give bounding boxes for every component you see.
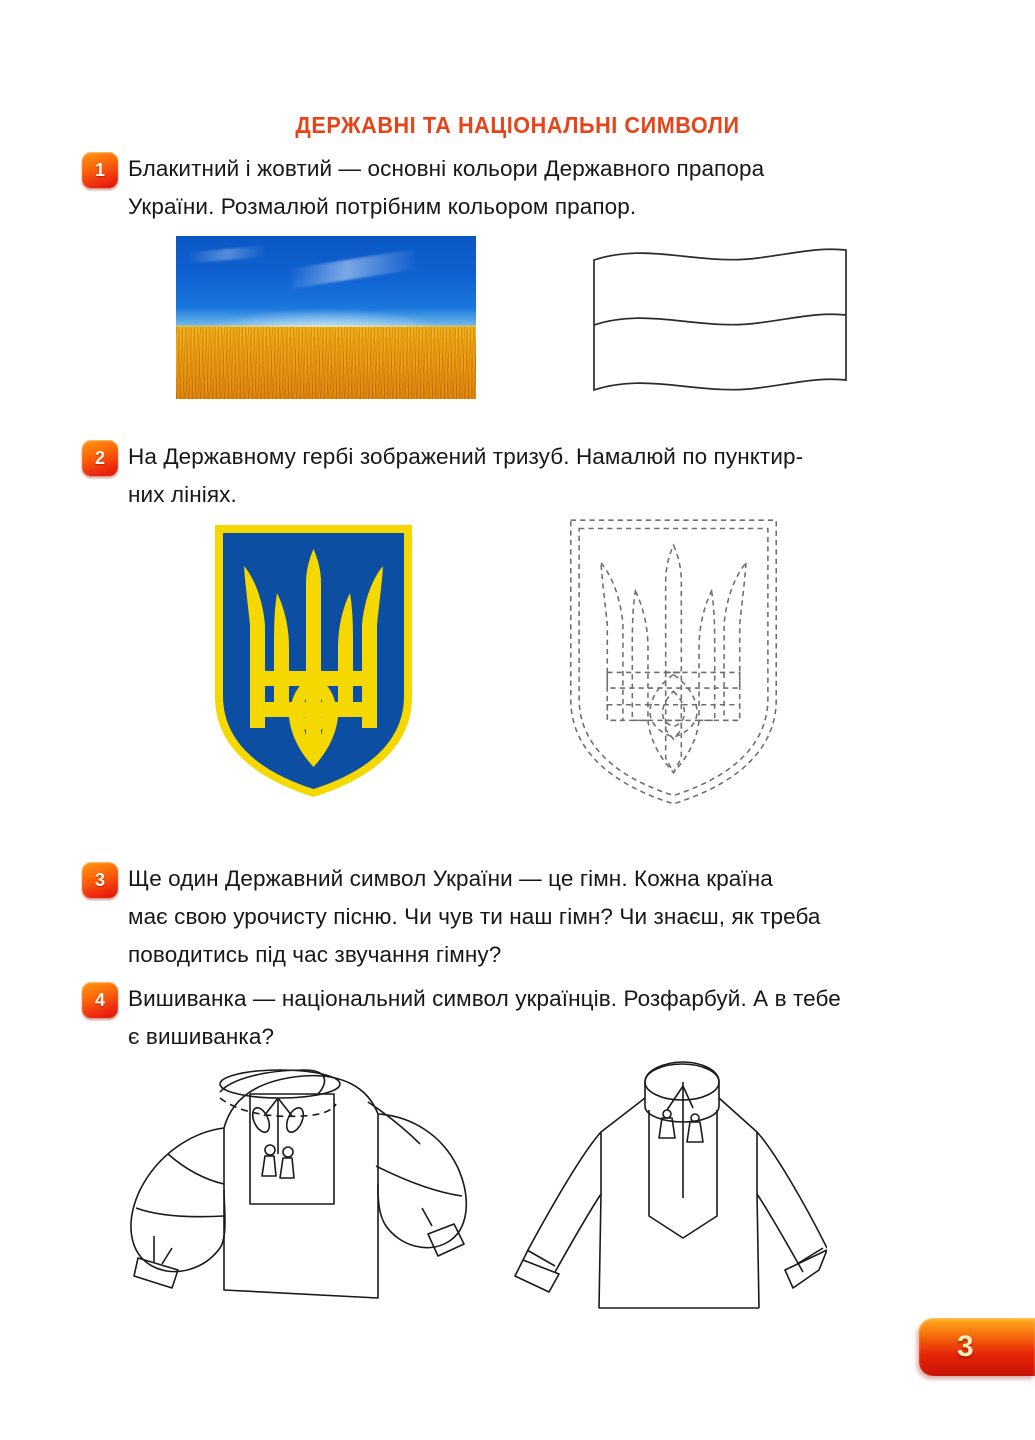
blouse-left-sleeve-seam [168,1154,224,1184]
flag-photo [176,236,476,399]
shirt-left-arm-bottom [555,1194,601,1272]
task-3-line-2: має свою урочисту пісню. Чи чув ти наш гімн? Чи знаєш, як треба [128,904,821,929]
shirt-collar [645,1062,719,1122]
task-1 [82,150,932,226]
task-2-line-2: них лініях. [128,482,237,507]
shirt-tassel-right [687,1122,703,1142]
page-title: ДЕРЖАВНІ ТА НАЦІОНАЛЬНІ СИМВОЛИ [295,112,740,138]
blouse-left-cuff [134,1258,178,1288]
shirt-collar-top [645,1064,719,1100]
coat-of-arms-dotted [566,516,781,808]
shirt-right-cuff [785,1250,827,1288]
womens-vyshyvanka-drawing [128,1058,478,1313]
blouse-right-sleeve-seam-2 [376,1166,462,1196]
shirt-tie-right [683,1086,693,1108]
page-number-tab [919,1318,1035,1376]
task-number-badge-1: 1 [82,152,118,188]
task-1-line-1: Блакитний і жовтий — основні кольори Державного прапора [128,156,765,181]
mens-vyshyvanka-drawing [497,1036,827,1326]
flag-body-path [594,249,846,390]
task-number-badge-3: 3 [82,862,118,898]
blouse-tassel-right [280,1158,294,1178]
shirt-left-arm-top [523,1132,601,1260]
task-2 [82,438,932,514]
blouse-left-sleeve-seam-2 [136,1208,224,1217]
coat-of-arms-color [211,521,416,801]
shirt-tassel-knot-left [663,1110,671,1118]
flag-outline-drawing [588,244,856,402]
task-4-line-2: є вишиванка? [128,1024,275,1049]
task-2-text [128,438,932,514]
page-number: 3 [957,1330,974,1363]
blouse-right-cuff [428,1224,464,1256]
shirt-tie-left [667,1086,683,1110]
blouse-left-sleeve [131,1128,225,1272]
blouse-tassel-knot-right [283,1147,293,1157]
task-4-line-1: Вишиванка — національний символ українців. Розфарбуй. А в тебе [128,986,841,1011]
blouse-left-cuff-fold-2 [162,1248,172,1264]
cloud-wisp-icon [188,246,267,264]
shirt-right-cuff-fold [797,1248,823,1264]
blouse-body [224,1128,378,1298]
shirt-left-body [599,1098,645,1308]
task-3-line-3: поводитись під час звучання гімну? [128,942,502,967]
blouse-right-cuff-fold [422,1208,432,1226]
task-3-line-1: Ще один Державний символ України — це гімн. Кожна країна [128,866,773,891]
blouse-tassel-left [262,1156,276,1176]
task-number-badge-2: 2 [82,440,118,476]
flag-divider-path [594,314,846,325]
blouse-tassel-knot-left [265,1145,275,1155]
shirt-right-arm-bottom [757,1194,803,1272]
blouse-right-sleeve [378,1114,466,1248]
task-2-line-1: На Державному гербі зображений тризуб. Намалюй по пунктир- [128,444,804,469]
shirt-right-body [719,1098,759,1308]
wheat-field [176,327,476,399]
task-1-line-2: України. Розмалюй потрібним кольором прапор. [128,194,637,219]
cloud-streak-icon [289,249,417,288]
task-3-text [128,860,932,974]
task-1-text [128,150,932,226]
task-number-badge-4: 4 [82,982,118,1018]
task-3 [82,860,932,974]
ukraine-field-photo-image [176,236,476,399]
shirt-right-arm-top [757,1132,827,1248]
dotted-trident-icon [601,545,746,772]
